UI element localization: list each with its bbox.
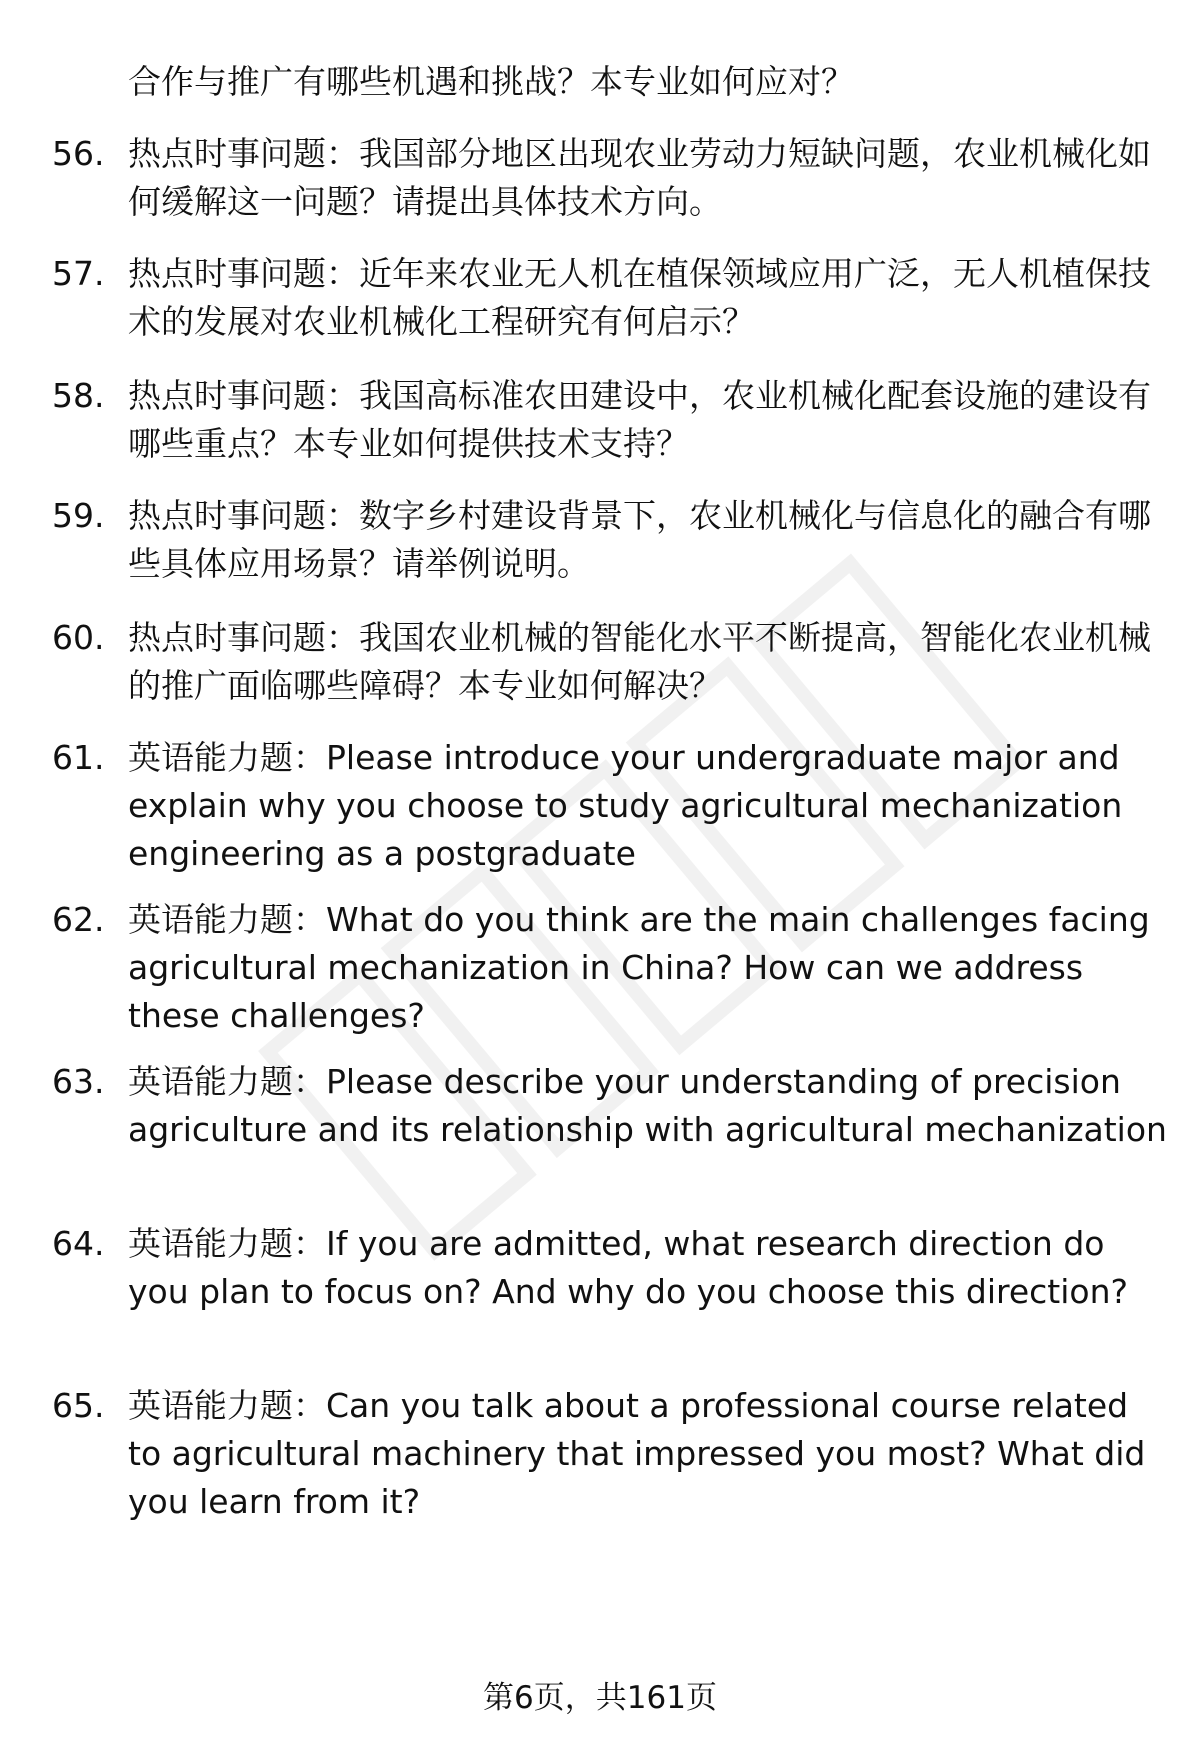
question-number: 59.: [52, 496, 105, 535]
question-number: 65.: [52, 1386, 105, 1425]
question-text: 英语能力题：Please describe your understanding of precision agriculture and its relationship with agricultural mechanization: [128, 1062, 1167, 1149]
continuation-text: 合作与推广有哪些机遇和挑战？本专业如何应对？: [128, 62, 854, 101]
question-text: 热点时事问题：近年来农业无人机在植保领域应用广泛，无人机植保技术的发展对农业机械化工程研究有何启示？: [128, 254, 1151, 341]
question-number: 61.: [52, 738, 105, 777]
question-text: 热点时事问题：数字乡村建设背景下，农业机械化与信息化的融合有哪些具体应用场景？请举例说明。: [128, 496, 1151, 583]
page-footer: 第6页，共161页: [483, 1680, 717, 1716]
question-number: 63.: [52, 1062, 105, 1101]
question-number: 60.: [52, 618, 105, 657]
question-text: 英语能力题：Can you talk about a professional course related to agricultural machinery that impressed you most? What did you learn from it?: [128, 1386, 1146, 1521]
question-text: 热点时事问题：我国高标准农田建设中，农业机械化配套设施的建设有哪些重点？本专业如何提供技术支持？: [128, 376, 1151, 463]
question-number: 58.: [52, 376, 105, 415]
question-text: 热点时事问题：我国农业机械的智能化水平不断提高，智能化农业机械的推广面临哪些障碍？本专业如何解决？: [128, 618, 1151, 705]
question-text: 英语能力题：If you are admitted, what research direction do you plan to focus on? And why do you choose this direction?: [128, 1224, 1129, 1311]
question-number: 64.: [52, 1224, 105, 1263]
question-text: 英语能力题：Please introduce your undergraduate major and explain why you choose to study agricultural mechanization engineering as a postgraduate: [128, 738, 1123, 873]
question-number: 56.: [52, 134, 105, 173]
question-number: 62.: [52, 900, 105, 939]
question-text: 英语能力题：What do you think are the main challenges facing agricultural mechanization in China? How can we address these challenges?: [128, 900, 1150, 1035]
question-number: 57.: [52, 254, 105, 293]
question-text: 热点时事问题：我国部分地区出现农业劳动力短缺问题，农业机械化如何缓解这一问题？请提出具体技术方向。: [128, 134, 1151, 221]
